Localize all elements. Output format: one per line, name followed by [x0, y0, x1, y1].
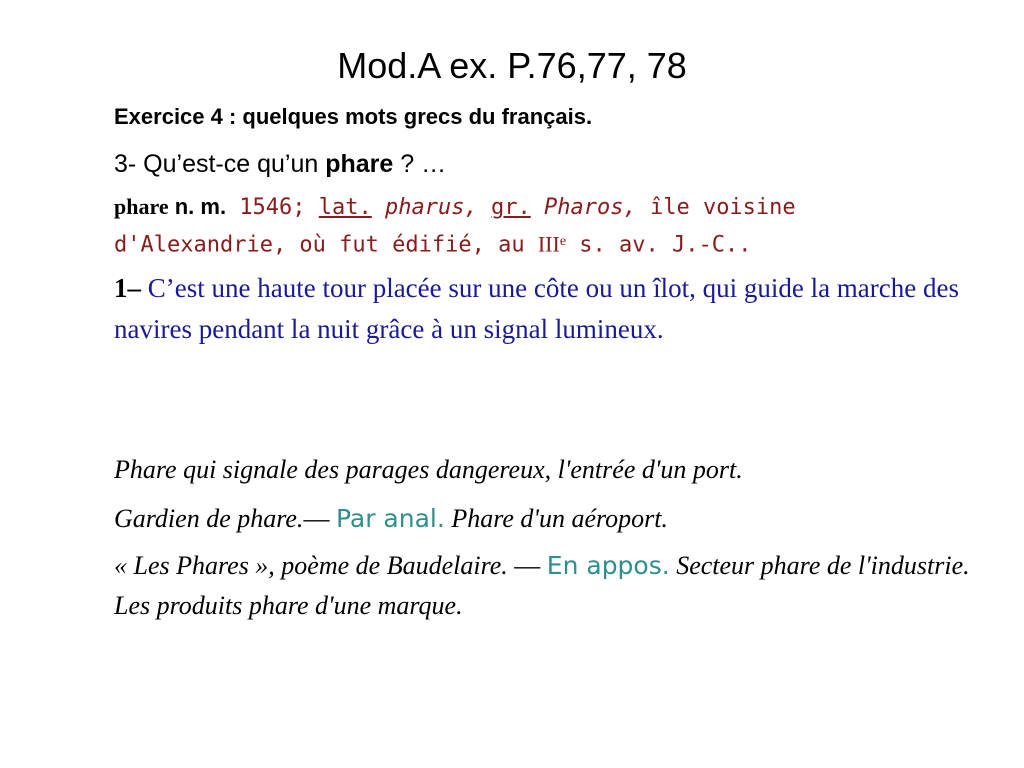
etymology-gap — [478, 195, 491, 220]
headword: phare — [114, 194, 169, 219]
century-numeral: III — [537, 231, 560, 257]
question-suffix: ? … — [393, 150, 447, 178]
question-prefix: 3- Qu’est-ce qu’un — [114, 150, 326, 178]
part-of-speech: n. m. — [168, 194, 227, 219]
gloss-part-1: île voisine — [636, 195, 796, 220]
latin-word: pharus, — [371, 195, 478, 220]
greek-word: Pharos, — [530, 195, 637, 220]
question-keyword: phare — [325, 150, 394, 178]
dictionary-entry-line-2 — [114, 226, 751, 263]
etymology-year: 1546; — [239, 195, 319, 220]
gloss-part-2: d'Alexandrie, où fut édifié, au — [114, 232, 538, 258]
example-3-text-a: « Les Phares », poème de Baudelaire. — [114, 551, 515, 580]
example-2-dash: — — [303, 504, 336, 533]
exercise-heading: Exercice 4 : quelques mots grecs du français. — [114, 104, 593, 129]
century-superscript: e — [559, 234, 567, 249]
example-2-text-a: Gardien de phare. — [114, 504, 304, 533]
example-line-2 — [114, 497, 668, 541]
question-line — [114, 146, 446, 182]
dictionary-entry-line-1 — [114, 192, 796, 225]
gloss-part-3: s. av. J.-C.. — [566, 232, 752, 258]
latin-abbreviation: lat. — [318, 195, 372, 220]
example-line-1: Phare qui signale des parages dangereux, l'entrée d'un port. — [114, 455, 743, 484]
usage-label-analogy: Par anal. — [335, 504, 445, 533]
usage-label-apposition: En appos. — [546, 551, 670, 580]
example-2-text-b: Phare d'un aéroport. — [444, 504, 668, 533]
example-3-text-b: Secteur phare de l'industrie. Les produits phare d'une marque. — [114, 551, 970, 620]
example-3-dash: — — [514, 551, 547, 580]
slide-title: Mod.A ex. P.76,77, 78 — [337, 45, 687, 86]
greek-abbreviation: gr. — [491, 195, 531, 220]
example-line-3 — [114, 546, 994, 626]
definition-number: 1– — [114, 273, 141, 303]
etymology — [226, 195, 796, 220]
definition-text: C’est une haute tour placée sur une côte ou un îlot, qui guide la marche des navires pendant la nuit grâce à un signal lumineux. — [114, 273, 959, 344]
definition — [114, 268, 984, 350]
